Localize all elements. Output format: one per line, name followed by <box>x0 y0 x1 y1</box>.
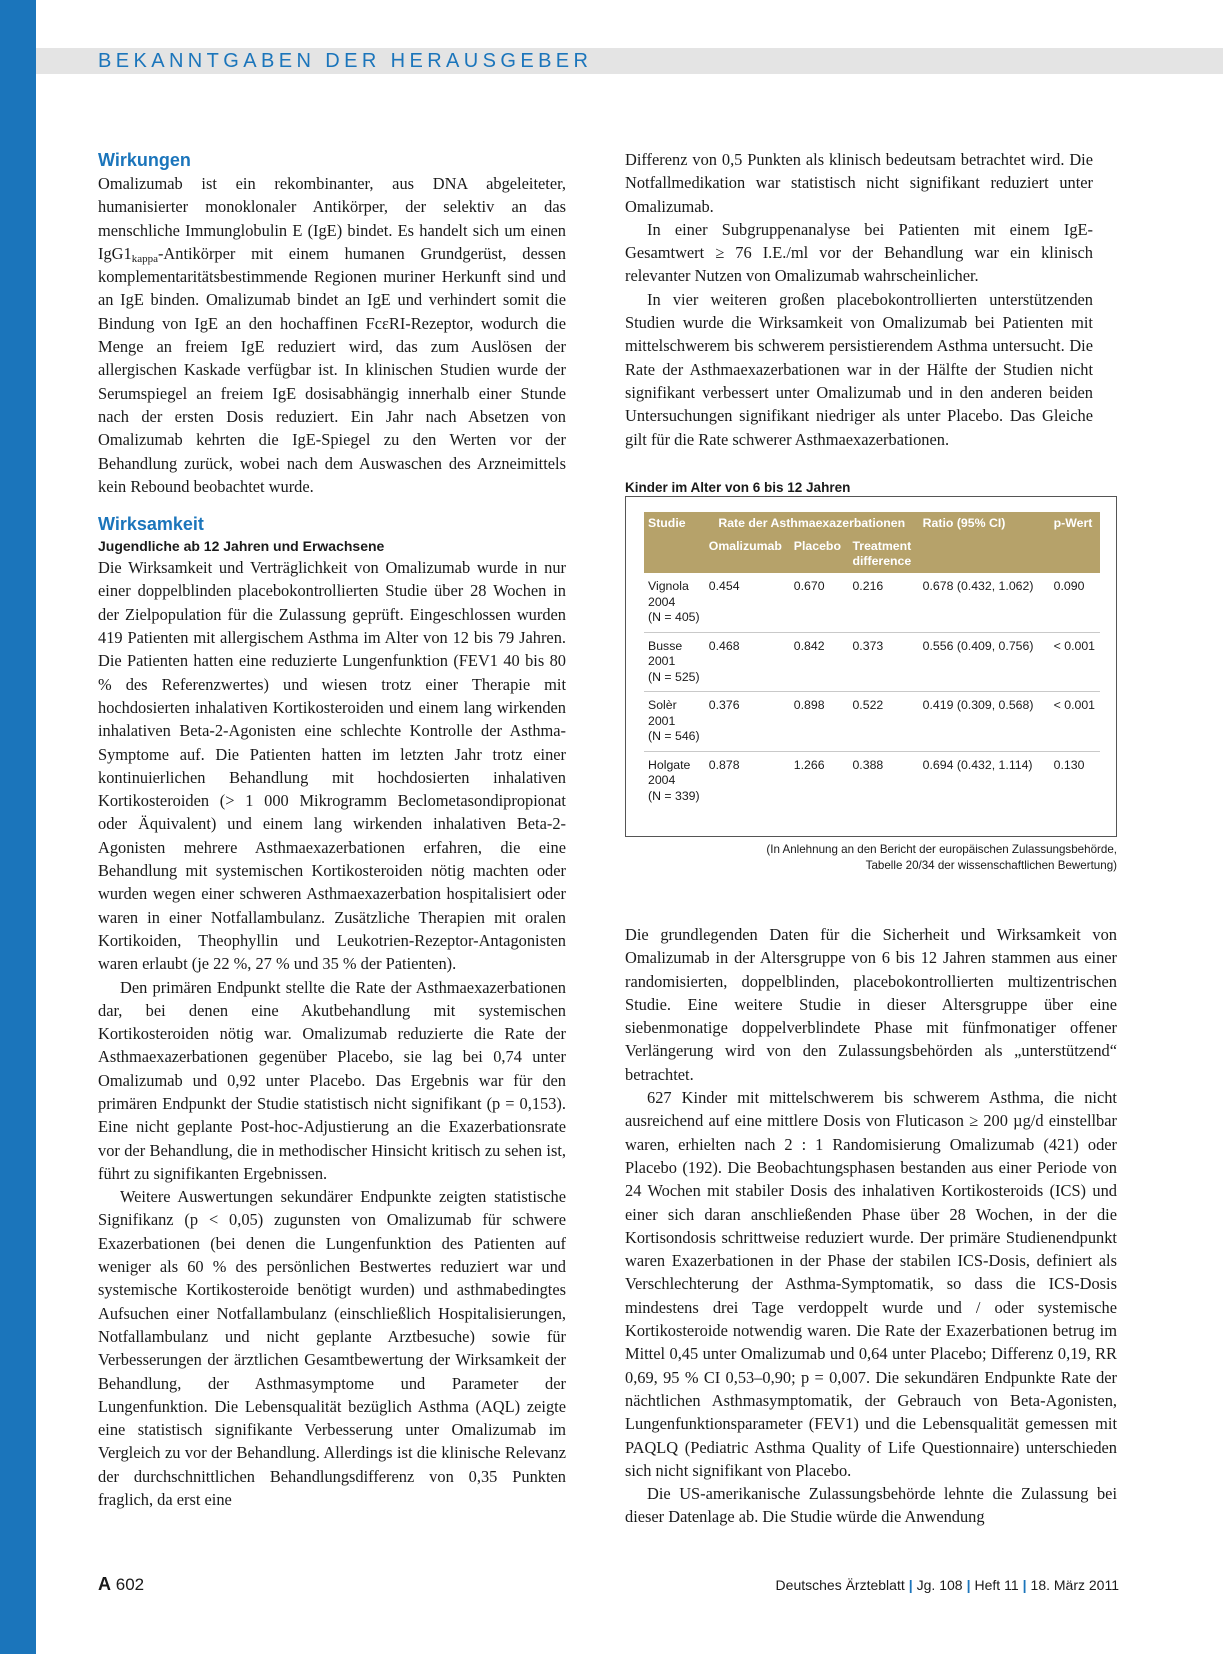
study-year: 2001 <box>648 713 676 728</box>
col-header-ratio: Ratio (95% CI) <box>919 512 1050 573</box>
table-box <box>625 496 1117 837</box>
paragraph-us-behoerde: Die US-amerikanische Zulassungsbehörde lehnte die Zulassung bei dieser Datenlage ab. Die Studie würde die Anwendung <box>625 1484 1117 1527</box>
omalizumab-cell: 0.454 <box>705 573 790 632</box>
study-cell <box>644 751 705 810</box>
right-column-top <box>625 148 1093 451</box>
paragraph-primary-endpoint: Den primären Endpunkt stellte die Rate der Asthmaexazerbationen dar, bei denen eine Akutbehandlung mit systemischen Kortikosteroiden nötig war. Omalizumab reduzierte die Rate der Asthmaexazerbationen gegenüber Placebo, sie lag bei 0,74 unter Omalizumab und 0,92 unter Placebo. Das Ergebnis war für den primären Endpunkt der Studie statistisch nicht signifikant (p = 0,153). Eine nicht geplante Post-hoc-Adjustierung an die Exazerbationsrate vor der Behandlung, die in methodischer Hinsicht kritisch zu sehen ist, führt zu signifikanten Ergebnissen. <box>98 977 566 1183</box>
study-n: (N = 339) <box>648 788 700 803</box>
table-row <box>644 632 1100 692</box>
placebo-cell: 0.842 <box>790 632 849 692</box>
ratio-cell: 0.419 (0.309, 0.568) <box>919 692 1050 752</box>
table-row <box>644 573 1100 632</box>
kappa-subscript: kappa <box>131 252 158 265</box>
separator: | <box>908 1577 913 1593</box>
placebo-cell: 0.898 <box>790 692 849 752</box>
pvalue-cell: < 0.001 <box>1050 632 1100 692</box>
table-title: Kinder im Alter von 6 bis 12 Jahren <box>625 480 851 495</box>
paragraph-wirkungen-part1: Omalizumab ist ein rekombinanter, aus DNA abgeleiteter, humanisierter monoklonaler Antikörper, der selektiv an das menschliche Immunglobulin E (IgE) bindet. Es handelt sich um einen IgG1 <box>98 174 566 263</box>
difference-cell: 0.522 <box>848 692 918 752</box>
ratio-cell: 0.694 (0.432, 1.114) <box>922 757 1033 772</box>
pvalue-cell: 0.090 <box>1050 573 1100 632</box>
pvalue-cell: < 0.001 <box>1050 692 1100 752</box>
paragraph-vier-studien: In vier weiteren großen placebokontrollierten unterstützenden Studien wurde die Wirksamkeit von Omalizumab bei Patienten mit mittelschwerem bis schwerem persistierendem Asthma untersucht. Die Rate der Asthmaexazerbationen war in der Hälfte der Studien nicht signifikant verbessert unter Omalizumab und in den anderen beiden Untersuchungen signifikant niedriger als unter Placebo. Das Gleiche gilt für die Rate schwerer Asthmaexazerbationen. <box>625 289 1093 449</box>
pvalue-cell: 0.130 <box>1053 757 1085 772</box>
study-cell <box>644 573 705 632</box>
journal-name: Deutsches Ärzteblatt <box>775 1577 905 1593</box>
difference-cell: 0.388 <box>852 757 884 772</box>
journal-issue: Heft 11 <box>974 1577 1019 1593</box>
paragraph-kinder-daten: Die grundlegenden Daten für die Sicherheit und Wirksamkeit von Omalizumab in der Altersgruppe von 6 bis 12 Jahren stammen aus einer randomisierten, doppelblinden, placebokontrollierten multizentrischen Studie. Eine weitere Studie in dieser Altersgruppe über eine siebenmonatige doppelverblindete Phase mit fünfmonatiger offener Verlängerung wird von den Zulassungsbehörden als „unterstützend“ betrachtet. <box>625 925 1117 1084</box>
paragraph-wirkungen <box>98 172 566 498</box>
page-letter: A <box>98 1574 111 1594</box>
heading-wirkungen: Wirkungen <box>98 150 191 170</box>
source-line-1: (In Anlehnung an den Bericht der europäischen Zulassungsbehörde, <box>766 843 1117 856</box>
study-name: Busse <box>648 638 683 653</box>
paragraph-wirkungen-part2: -Antikörper mit einem humanen Grundgerüst, dessen komplementaritätsbestimmende Regionen muriner Herkunft sind und an IgE binden. Omalizumab bindet an IgE und verhindert somit die Bindung von IgE an den hochaffinen FcεRI-Rezeptor, wodurch die Menge an freiem IgE reduziert wird, das zum Auslösen der allergischen Kaskade verfügbar ist. In klinischen Studien wurde der Serumspiegel an freiem IgE dosisabhängig innerhalb einer Stunde nach der ersten Dosis reduziert. Ein Jahr nach Absetzen von Omalizumab kehrten die IgE-Spiegel zu den Werten vor der Behandlung zurück, wobei nach dem Auswaschen des Arzneimittels kein Rebound beobachtet wurde. <box>98 243 566 496</box>
study-n: (N = 546) <box>648 729 700 743</box>
col-header-treatment: Treatment difference <box>848 535 918 573</box>
table-source-note <box>625 842 1117 874</box>
study-year: 2004 <box>648 594 676 609</box>
source-line-2: Tabelle 20/34 der wissenschaftlichen Bewertung) <box>865 859 1117 872</box>
left-column <box>98 148 566 1511</box>
study-cell <box>644 692 705 752</box>
paragraph-kinder-studie: 627 Kinder mit mittelschwerem bis schwerem Asthma, die nicht ausreichend auf eine mittlere Dosis von Fluticason ≥ 200 µg/d einstellbar waren, erhielten nach 2 : 1 Randomisierung Omalizumab (421) oder Placebo (192). Die Beobachtungsphasen bestanden aus einer Periode von 24 Wochen mit stabiler Dosis des inhalativen Kortikosteroids (ICS) und einer sich daran anschließenden Phase über 28 Wochen, in der die Kortisondosis schrittweise reduziert wurde. Der primäre Studienendpunkt waren Exazerbationen in der Phase der stabilen ICS-Dosis, definiert als Verschlechterung der Asthma-Symptomatik, so dass die ICS-Dosis mindestens drei Tage verdoppelt wurde und / oder systemische Kortikosteroide notwendig waren. Die Rate der Exazerbationen betrug im Mittel 0,45 unter Omalizumab und 0,64 unter Placebo; Differenz 0,19, RR 0,69, 95 % CI 0,53–0,90; p = 0,007. Die sekundären Endpunkte Rate der nächtlichen Asthmasymptomatik, der Gebrauch von Beta-Agonisten, Lungenfunktionsparameter (FEV1) und die Lebensqualität gemessen mit PAQLQ (Pediatric Asthma Quality of Life Questionnaire) unterschieden sich nicht signifikant von Placebo. <box>625 1088 1117 1480</box>
study-name: Vignola <box>648 579 689 593</box>
exacerbation-table <box>644 512 1100 810</box>
page-number <box>98 1574 144 1595</box>
paragraph-differenz: Differenz von 0,5 Punkten als klinisch bedeutsam betrachtet wird. Die Notfallmedikation war statistisch nicht signifikant reduziert unter Omalizumab. <box>625 150 1093 216</box>
table-row <box>644 692 1100 752</box>
placebo-cell: 0.670 <box>790 573 849 632</box>
page-number-value: 602 <box>115 1575 145 1594</box>
study-year: 2001 <box>648 654 676 668</box>
omalizumab-cell: 0.878 <box>708 757 740 772</box>
col-header-omalizumab: Omalizumab <box>705 535 790 573</box>
paragraph-study-design: Die Wirksamkeit und Verträglichkeit von Omalizumab wurde in nur einer doppelblinden placebokontrollierten Studie über 28 Wochen in der Zielpopulation für die Zulassung geprüft. Eingeschlossen wurden 419 Patienten mit allergischem Asthma im Alter von 12 bis 79 Jahren. Die Patienten hatten eine reduzierte Lungenfunktion (FEV1 40 bis 80 % des Referenzwertes) und wiesen trotz einer Therapie mit hochdosierten inhalativen Kortikosteroiden und einem lang wirkenden inhalativen Beta-2-Agonisten eine schlechte Kontrolle der Asthma-Symptome auf. Die Patienten hatten im letzten Jahr trotz einer kontinuierlichen Behandlung mit hochdosierten inhalativen Kortikosteroiden (> 1 000 Mikrogramm Beclometasondipropionat oder Äquivalent) und einem lang wirkenden inhalativen Beta-2-Agonisten mehrere Asthmaexazerbationen erfahren, die eine Behandlung mit systemischen Kortikosteroiden nötig machten oder wurden wegen einer schweren Asthmaexazerbation hospitalisiert oder waren in einer Notfallambulanz. Zusätzliche Therapien mit oralen Kortikoiden, Theophyllin und Leukotrien-Rezeptor-Antagonisten waren erlaubt (je 22 %, 27 % und 35 % der Patienten). <box>98 558 566 974</box>
journal-date: 18. März 2011 <box>1030 1577 1119 1593</box>
placebo-cell: 1.266 <box>793 757 825 772</box>
difference-cell: 0.373 <box>848 632 918 692</box>
separator: | <box>966 1577 971 1593</box>
study-name: Solèr <box>648 698 677 712</box>
difference-cell: 0.216 <box>848 573 918 632</box>
omalizumab-cell: 0.376 <box>705 692 790 752</box>
paragraph-secondary-endpoints: Weitere Auswertungen sekundärer Endpunkte zeigten statistische Signifikanz (p < 0,05) zugunsten von Omalizumab für schwere Exazerbationen (bei denen die Lungenfunktion des Patienten auf weniger als 60 % des persönlichen Bestwertes reduziert war und systemische Kortikosteroide benötigt wurden) und asthmabedingtes Aufsuchen einer Notfallambulanz (einschließlich Hospitalisierungen, Notfallambulanz und nicht geplante Arztbesuche) sowie für Verbesserungen der ärztlichen Gesamtbewertung der Wirksamkeit der Behandlung, der Asthmasymptome und Parameter der Lungenfunktion. Die Lebensqualität bezüglich Asthma (AQL) zeigte eine statistisch signifikante Verbesserung unter Omalizumab im Vergleich zu vor der Behandlung. Allerdings ist die klinische Relevanz der durchschnittlichen Behandlungsdifferenz von 0,35 Punkten fraglich, da erst eine <box>98 1187 566 1510</box>
separator: | <box>1022 1577 1027 1593</box>
col-header-rate: Rate der Asthmaexazerbationen <box>705 512 919 535</box>
study-name: Holgate <box>648 757 691 772</box>
subheading-jugendliche: Jugendliche ab 12 Jahren und Erwachsene <box>98 538 385 555</box>
col-header-pwert: p-Wert <box>1050 512 1100 573</box>
paragraph-subgruppe: In einer Subgruppenanalyse bei Patienten mit einem IgE-Gesamtwert ≥ 76 I.E./ml vor der Behandlung war ein klinisch relevanter Nutzen von Omalizumab wahrscheinlicher. <box>625 219 1093 286</box>
col-header-placebo: Placebo <box>790 535 849 573</box>
side-color-bar <box>0 0 36 1654</box>
section-title: BEKANNTGABEN DER HERAUSGEBER <box>98 50 593 72</box>
study-n: (N = 405) <box>648 610 700 624</box>
study-n: (N = 525) <box>648 669 700 684</box>
journal-volume: Jg. 108 <box>916 1577 963 1593</box>
col-header-studie: Studie <box>644 512 705 573</box>
right-column-bottom <box>625 923 1117 1529</box>
heading-wirksamkeit: Wirksamkeit <box>98 514 204 535</box>
ratio-cell: 0.556 (0.409, 0.756) <box>919 632 1050 692</box>
journal-footer <box>776 1577 1119 1593</box>
study-cell <box>644 632 705 692</box>
ratio-cell: 0.678 (0.432, 1.062) <box>919 573 1050 632</box>
omalizumab-cell: 0.468 <box>705 632 790 692</box>
table-row <box>644 751 1100 810</box>
study-year: 2004 <box>648 773 676 787</box>
